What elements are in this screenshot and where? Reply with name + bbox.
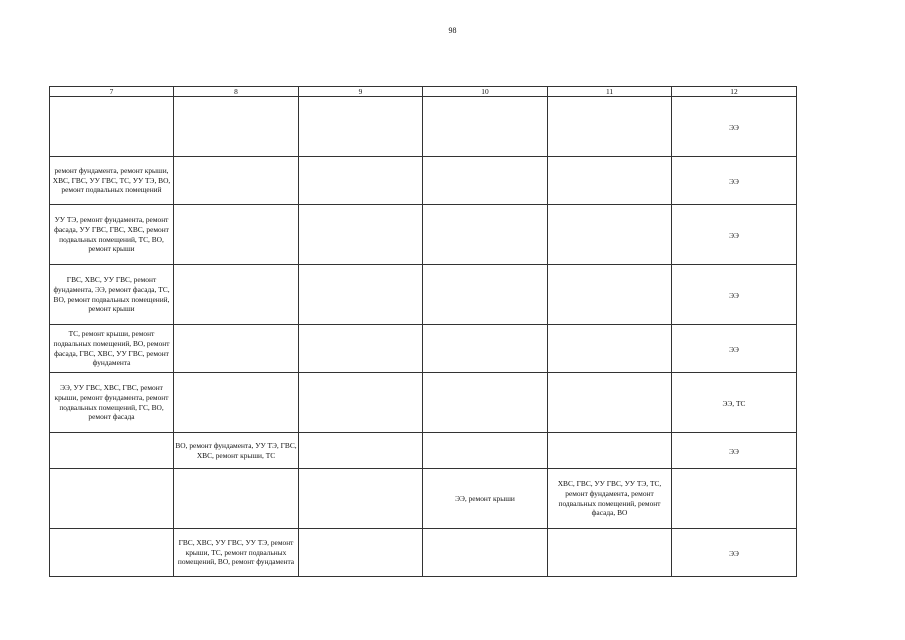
table-cell <box>299 157 423 205</box>
table-cell <box>299 373 423 433</box>
page-number: 98 <box>448 26 457 35</box>
table-cell <box>299 529 423 577</box>
table-cell <box>423 433 548 469</box>
table-header-row <box>50 87 797 97</box>
table-cell: ЭЭ <box>672 433 797 469</box>
table-row <box>50 433 797 469</box>
table-cell: ремонт фундамента, ремонт крыши, ХВС, ГВС, УУ ГВС, ТС, УУ ТЭ, ВО, ремонт подвальных помещений <box>50 157 174 205</box>
table-row <box>50 157 797 205</box>
table-row <box>50 265 797 325</box>
table-row <box>50 529 797 577</box>
data-table <box>49 86 797 577</box>
table-cell <box>299 97 423 157</box>
table-cell <box>548 157 672 205</box>
table-row <box>50 97 797 157</box>
table-cell <box>423 373 548 433</box>
table-cell: ЭЭ, УУ ГВС, ХВС, ГВС, ремонт крыши, ремонт фундамента, ремонт подвальных помещений, ГС, ВО, ремонт фасада <box>50 373 174 433</box>
table-cell <box>50 529 174 577</box>
table-cell: УУ ТЭ, ремонт фундамента, ремонт фасада, УУ ГВС, ГВС, ХВС, ремонт подвальных помещений, ТС, ВО, ремонт крыши <box>50 205 174 265</box>
column-header-12: 12 <box>672 87 797 97</box>
table-cell: ЭЭ <box>672 529 797 577</box>
column-header-8: 8 <box>174 87 299 97</box>
table-cell: ЭЭ <box>672 157 797 205</box>
table-cell <box>174 157 299 205</box>
table-cell <box>174 469 299 529</box>
table-cell: ЭЭ, ТС <box>672 373 797 433</box>
table-cell <box>174 373 299 433</box>
table-cell <box>548 205 672 265</box>
table-row <box>50 205 797 265</box>
table-cell <box>548 373 672 433</box>
column-header-7: 7 <box>50 87 174 97</box>
table-cell <box>548 433 672 469</box>
table-cell <box>548 529 672 577</box>
table-cell: ЭЭ <box>672 205 797 265</box>
table-cell <box>672 469 797 529</box>
table-cell <box>423 157 548 205</box>
table-cell <box>423 325 548 373</box>
table-cell <box>299 265 423 325</box>
column-header-10: 10 <box>423 87 548 97</box>
table-cell: ВО, ремонт фундамента, УУ ТЭ, ГВС, ХВС, ремонт крыши, ТС <box>174 433 299 469</box>
table-cell: ЭЭ, ремонт крыши <box>423 469 548 529</box>
table-cell <box>548 97 672 157</box>
table-cell <box>299 325 423 373</box>
table-cell <box>50 469 174 529</box>
table-cell <box>174 265 299 325</box>
table-row <box>50 469 797 529</box>
table-row <box>50 373 797 433</box>
table-cell <box>423 97 548 157</box>
table-cell: ЭЭ <box>672 325 797 373</box>
table-cell <box>423 265 548 325</box>
table-cell: ГВС, ХВС, УУ ГВС, ремонт фундамента, ЭЭ, ремонт фасада, ТС, ВО, ремонт подвальных помещений, ремонт крыши <box>50 265 174 325</box>
table-cell <box>423 529 548 577</box>
table-cell: ГВС, ХВС, УУ ГВС, УУ ТЭ, ремонт крыши, ТС, ремонт подвальных помещений, ВО, ремонт фундамента <box>174 529 299 577</box>
table-cell <box>174 205 299 265</box>
table-cell <box>174 97 299 157</box>
table-row <box>50 325 797 373</box>
table-cell <box>548 325 672 373</box>
table-cell <box>50 433 174 469</box>
table-cell <box>299 205 423 265</box>
table-cell <box>548 265 672 325</box>
table-cell: ЭЭ <box>672 97 797 157</box>
table-cell: ХВС, ГВС, УУ ГВС, УУ ТЭ, ТС, ремонт фундамента, ремонт подвальных помещений, ремонт фасада, ВО <box>548 469 672 529</box>
table-cell <box>299 469 423 529</box>
table-cell: ЭЭ <box>672 265 797 325</box>
table-cell: ТС, ремонт крыши, ремонт подвальных помещений, ВО, ремонт фасада, ГВС, ХВС, УУ ГВС, ремонт фундамента <box>50 325 174 373</box>
table-cell <box>174 325 299 373</box>
column-header-11: 11 <box>548 87 672 97</box>
table-cell <box>50 97 174 157</box>
table-cell <box>299 433 423 469</box>
column-header-9: 9 <box>299 87 423 97</box>
table-cell <box>423 205 548 265</box>
